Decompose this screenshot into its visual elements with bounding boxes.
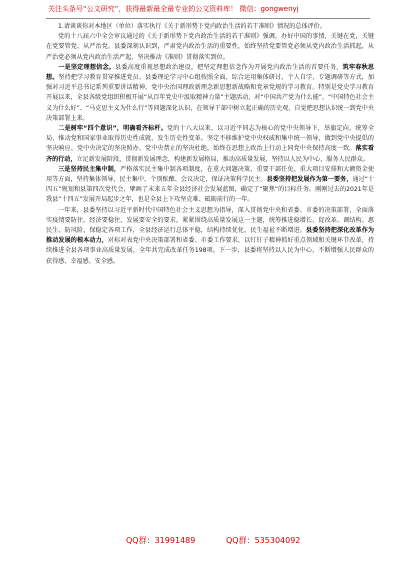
contact-footer [0, 534, 408, 548]
paragraph-3 [46, 124, 374, 165]
paragraph-1-text: 党的十八届六中全会审议通过的《关于新形势下党内政治生活的若干准则》强调，办好中国的事情，关键在党，关键在党要管党、从严治党。县委深刻认识到，严肃党内政治生活的重要性，始终坚持党要管党必须从党内政治生活抓起，从严治党必须从党内政治生活严起，坚决推动《准则》贯彻落实到位。 [46, 33, 374, 61]
paragraph-5-text-a: 一年来，县委坚持以习近平新时代中国特色社会主义思想为指导，深入贯彻党中央和省委、市委的决策部署，全面落实疫情要防住、经济要稳住、发展要安全的要求，紧紧围绕高质量发展这一主题，统筹推进稳增长、促改革、调结构、惠民生、防风险、保稳定各项工作，全县经济运行总体平稳，结构持续优化，民生福祉不断增进。 [46, 206, 374, 235]
paragraph-3-text-a: 党的十八大以来，以习近平同志为核心的党中央领导下，举旗定向，统筹全局，推动党和国家事业取得历史性成就、发生历史性变革。坚定不移维护党中央权威和集中统一领导，做到党中央提倡的坚决响应、党中央决定的坚决照办、党中央禁止的坚决杜绝，始终在思想上政治上行动上同党中央保持高度一致。 [46, 125, 374, 153]
paragraph-2 [46, 63, 374, 124]
qq-group-1: QQ群：31991489 [126, 536, 196, 545]
paragraph-5-emphasis: 县委坚持把深化改革作为推动发展的根本动力， [46, 227, 374, 245]
paragraph-2-text-a: 县委高度重视思想政治建设，把坚定理想信念作为开展党内政治生活的首要任务， [115, 63, 343, 71]
paragraph-4 [46, 165, 374, 206]
document-body [46, 22, 374, 528]
paragraph-3-text-b: 立足新发展阶段，贯彻新发展理念，构建新发展格局，推动高质量发展，坚持以人民为中心，服务人民群众。 [76, 155, 369, 163]
paragraph-4-emphasis: 县委坚持把发展作为第一要务， [266, 176, 353, 184]
question-paragraph [46, 22, 374, 32]
paragraph-1 [46, 32, 374, 63]
banner-divider [46, 18, 370, 19]
promo-banner: 关注头条号“公文研究”，获得最新最全最专业的公文资料库！ 微信：gongwenyj [48, 5, 299, 13]
paragraph-5 [46, 206, 374, 267]
paragraph-4-text-b: 通过“十四五”规划和县第四次党代会，擘画了未来五年全县经济社会发展蓝图，确定了“聚焦”的目标任务。刚刚过去的2021年是我县“十四五”发展开局起步之年，也是全县上下攻坚克难、砥砺前行的一年。 [46, 176, 374, 204]
paragraph-4-lead: 三是坚持民主集中制， [58, 165, 121, 173]
paragraph-3-emphasis: 落实看齐的行动， [46, 145, 374, 163]
paragraph-2-text-b: 坚持把学习教育贯穿推进党员、县委理论学习中心组按照全面、综合运用集体研讨、个人自学、专题调研等方式，加强对习近平总书记系列重要讲话精神、党中央治国理政新理念新思想新战略和党章党规的学习教育。特别是党史学习教育开展以来，全县各级党组织积极开展“从百年党史中汲取精神力量”主题活动，对“中国共产党为什么能”、“中国特色社会主义为什么好”、“马克思主义为什么行”等问题深化认识，在领导干部中树立起正确的历史观，自觉把思想认识统一到党中央决策部署上来。 [46, 74, 374, 122]
paragraph-2-emphasis: 筑牢春秋思想。 [46, 63, 374, 82]
qq-group-2: QQ群：535304092 [226, 536, 301, 545]
paragraph-3-lead: 二是树牢“四个意识”，明确看齐标杆。 [58, 125, 168, 133]
paragraph-2-lead: 一是坚定理想信念。 [58, 63, 116, 71]
paragraph-4-text-a: 严格落实民主集中制各项制度，在重大问题决策、重要干部任免、重大项目安排和大额资金使用等方面，坚持集体领导、民主集中、个别酝酿、会议决定，保证决策科学民主。 [46, 165, 374, 184]
question-text: 1.请谈谈你对本地区（单位）落实执行《关于新形势下党内政治生活的若干准则》情况的总体评价。 [58, 23, 326, 30]
paragraph-5-text-b: 对标对表党中央决策部署和省委、市委工作要求，以钉钉子精神抓好重点领域和关键环节改革，持续推进全县各项事业高质量发展，全年共完成改革任务198项。下一步，县委将坚持以人民为中心，不断增强人民群众的获得感、幸福感、安全感。 [46, 237, 374, 265]
